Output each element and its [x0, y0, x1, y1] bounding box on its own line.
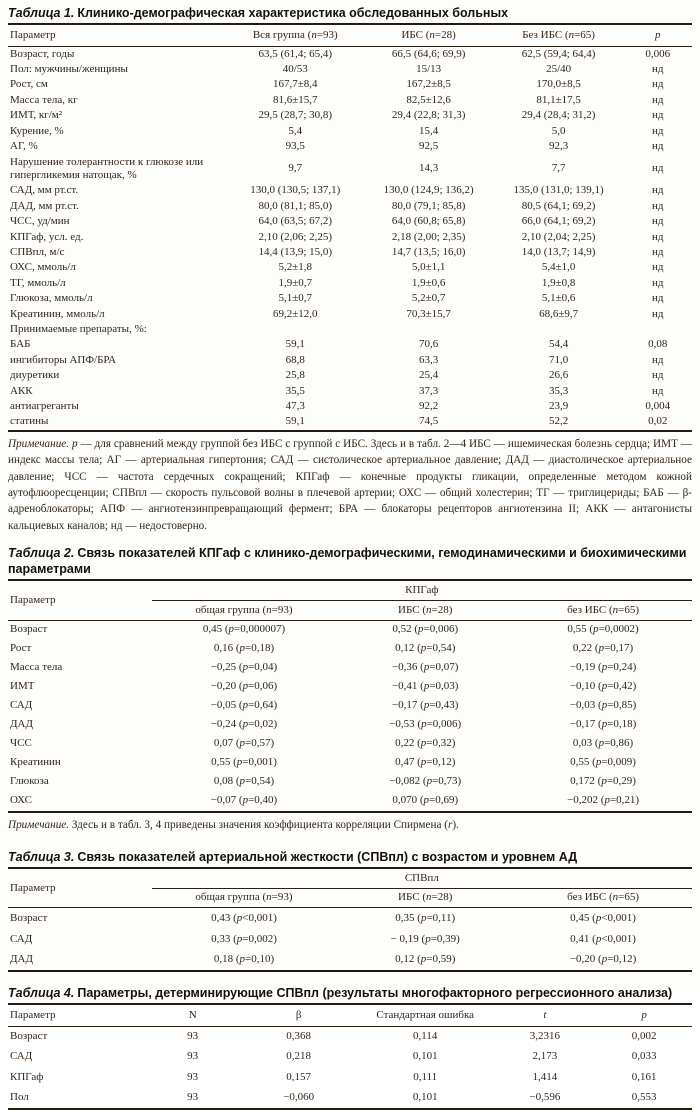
table-2-cell-4-1: −0,05 (p=0,64): [210, 699, 278, 712]
table-2-header-col-2: ИБС (n=28): [398, 603, 453, 616]
table-1-header-col-2: ИБС (n=28): [401, 28, 456, 41]
table-4-row-2: [8, 1067, 692, 1087]
table-2-cell-0-3: 0,55 (p=0,0002): [567, 623, 639, 636]
table-1-row-13: [8, 260, 692, 275]
table-2-section: [8, 545, 692, 833]
table-1-cell-13-0: ОХС, ммоль/л: [10, 261, 76, 274]
table-1-row-21: [8, 384, 692, 399]
table-1-container: [8, 25, 692, 534]
table-1-cell-17-2: [364, 322, 494, 337]
table-1-cell-17-4: [624, 322, 692, 337]
table-3-header-col-1: общая группа (n=93): [195, 891, 293, 904]
table-4-header-col-2: β: [295, 1008, 302, 1021]
table-1-cell-14-2: 1,9±0,6: [411, 276, 446, 289]
table-3-cell-1-3: 0,41 (p<0,001): [570, 932, 636, 945]
table-1-cell-23-1: 59,1: [285, 415, 305, 428]
table-2-cell-5-3: −0,17 (p=0,18): [569, 718, 637, 731]
table-3-cell-2-1: 0,18 (p=0,10): [213, 953, 275, 966]
table-1-cell-13-3: 5,4±1,0: [541, 261, 576, 274]
table-4-cell-0-4: 3,2316: [529, 1030, 561, 1043]
table-3-cell-1-0: САД: [10, 932, 33, 945]
table-1-cell-23-2: 74,5: [419, 415, 439, 428]
table-1-row-20: [8, 368, 692, 383]
table-1-cell-10-0: ЧСС, уд/мин: [10, 215, 70, 228]
table-2-cell-4-3: −0,03 (p=0,85): [569, 699, 637, 712]
table-3-title: [8, 849, 692, 869]
table-1-cell-8-4: нд: [652, 184, 664, 197]
table-1-cell-19-2: 63,3: [419, 353, 439, 366]
table-1-cell-17-0: Принимаемые препараты, %:: [10, 322, 147, 335]
table-2-container: [8, 581, 692, 833]
table-2-cell-9-1: −0,07 (p=0,40): [210, 794, 278, 807]
table-4-cell-1-4: 2,173: [532, 1050, 558, 1063]
table-1-cell-16-0: Креатинин, ммоль/л: [10, 307, 105, 320]
table-4-header-col-4: t: [543, 1008, 547, 1021]
table-2-row-9: [8, 792, 692, 812]
table-1-cell-11-1: 2,10 (2,06; 2,25): [258, 230, 333, 243]
table-1-cell-14-4: нд: [652, 276, 664, 289]
table-1-cell-18-2: 70,6: [419, 338, 439, 351]
table-1-cell-12-3: 14,0 (13,7; 14,9): [521, 245, 596, 258]
table-1-cell-21-4: нд: [652, 384, 664, 397]
table-1-cell-18-1: 59,1: [285, 338, 305, 351]
table-4-cell-3-3: 0,101: [412, 1090, 438, 1103]
table-2-header-param: Параметр: [10, 593, 56, 606]
table-1-cell-5-3: 5,0: [551, 124, 566, 137]
table-1-cell-7-4: нд: [652, 162, 664, 175]
table-3-title-text: Связь показателей артериальной жесткости (СПВпл) с возрастом и уровнем АД: [77, 849, 578, 864]
table-3-header-col-3: без ИБС (n=65): [567, 891, 639, 904]
table-2-cell-4-0: САД: [10, 699, 33, 712]
table-1-cell-0-4: 0,006: [645, 47, 671, 60]
table-2-cell-0-0: Возраст: [10, 623, 48, 636]
table-2-cell-1-3: 0,22 (p=0,17): [572, 642, 634, 655]
table-4-title: [8, 985, 692, 1005]
table-2-row-1: [8, 640, 692, 659]
table-2-cell-4-2: −0,17 (p=0,43): [391, 699, 459, 712]
table-1-cell-4-1: 29,5 (28,7; 30,8): [258, 109, 333, 122]
table-2-title: [8, 545, 692, 582]
table-1-cell-7-3: 7,7: [551, 162, 566, 175]
table-1-cell-11-4: нд: [652, 230, 664, 243]
table-1-cell-11-0: КПГаф, усл. ед.: [10, 230, 84, 243]
table-4-container: [8, 1005, 692, 1109]
table-1-cell-22-3: 23,9: [548, 400, 569, 412]
table-4-cell-1-3: 0,101: [412, 1050, 438, 1063]
table-1-cell-7-1: 9,7: [288, 162, 303, 175]
table-4-title-text: Параметры, детерминирующие СПВпл (результаты многофакторного регрессионного анализа): [77, 986, 673, 1001]
table-2-cell-3-0: ИМТ: [10, 680, 35, 693]
table-3-header-param: Параметр: [10, 881, 56, 894]
table-1-cell-16-4: нд: [652, 307, 664, 320]
table-3-section: [8, 849, 692, 972]
table-1-cell-10-3: 66,0 (64,1; 69,2): [521, 215, 596, 228]
table-3-cell-2-3: −0,20 (p=0,12): [569, 953, 637, 966]
table-4-cell-0-0: Возраст: [10, 1030, 48, 1043]
table-2: [8, 581, 692, 812]
table-1-cell-6-2: 92,5: [419, 140, 439, 153]
table-4-cell-2-4: 1,414: [532, 1070, 558, 1083]
table-1-row-16: [8, 307, 692, 322]
table-1-cell-5-0: Курение, %: [10, 124, 64, 137]
table-2-cell-2-3: −0,19 (p=0,24): [569, 661, 637, 674]
table-2-cell-0-2: 0,52 (p=0,006): [392, 623, 459, 636]
table-1-cell-6-1: 93,5: [285, 140, 305, 153]
table-2-row-8: [8, 773, 692, 792]
table-2-row-3: [8, 678, 692, 697]
table-1-cell-0-2: 66,5 (64,6; 69,9): [391, 47, 466, 60]
table-3-header-group: СПВпл: [152, 869, 692, 888]
table-1-cell-0-0: Возраст, годы: [10, 47, 75, 60]
table-2-cell-9-2: 0,070 (p=0,69): [392, 794, 459, 807]
table-1-cell-0-1: 63,5 (61,4; 65,4): [258, 47, 333, 60]
table-2-cell-8-2: −0,082 (p=0,73): [389, 775, 462, 788]
table-2-cell-1-2: 0,12 (p=0,54): [395, 642, 456, 655]
table-4-header-col-0: Параметр: [10, 1008, 56, 1021]
table-2-row-5: [8, 716, 692, 735]
table-1-cell-14-3: 1,9±0,8: [541, 276, 576, 289]
table-2-row-7: [8, 754, 692, 773]
table-1-cell-2-1: 167,7±8,4: [273, 78, 318, 91]
table-4-cell-0-5: 0,002: [631, 1030, 657, 1043]
table-2-note-label: Примечание.: [8, 818, 70, 831]
table-4-cell-1-1: 93: [187, 1050, 199, 1063]
table-1-cell-8-0: САД, мм рт.ст.: [10, 184, 79, 197]
table-4-cell-1-2: 0,218: [286, 1050, 312, 1063]
table-1-cell-1-3: 25/40: [546, 63, 572, 76]
table-1-cell-0-3: 62,5 (59,4; 64,4): [521, 47, 596, 60]
table-1-section: [8, 5, 692, 534]
table-1-cell-22-4: 0,004: [645, 400, 671, 412]
table-1-cell-19-3: 71,0: [548, 353, 569, 366]
table-1-cell-12-4: нд: [652, 245, 664, 258]
table-2-title-label: Таблица 2.: [8, 545, 75, 560]
table-1-cell-2-3: 170,0±8,5: [536, 78, 581, 91]
table-1-cell-23-3: 52,2: [548, 415, 569, 428]
table-1-cell-11-2: 2,18 (2,00; 2,35): [391, 230, 466, 243]
table-4-row-0: [8, 1026, 692, 1047]
table-1-cell-14-0: ТГ, ммоль/л: [10, 276, 66, 289]
table-3-cell-1-2: − 0,19 (p=0,39): [390, 932, 460, 945]
table-4-cell-2-1: 93: [187, 1070, 199, 1083]
table-1-cell-21-2: 37,3: [419, 384, 439, 397]
table-1-cell-1-2: 15/13: [416, 63, 442, 76]
table-1-cell-2-4: нд: [652, 78, 664, 91]
table-1-cell-23-4: 0,02: [648, 415, 668, 428]
table-1-row-2: [8, 77, 692, 92]
table-1-cell-13-2: 5,0±1,1: [411, 261, 446, 274]
table-1-row-5: [8, 124, 692, 139]
table-1-cell-14-1: 1,9±0,7: [278, 276, 313, 289]
table-1-cell-16-2: 70,3±15,7: [406, 307, 451, 320]
table-2-cell-8-0: Глюкоза: [10, 775, 49, 788]
table-4-header-col-3: Стандартная ошибка: [376, 1008, 475, 1021]
table-1-header-col-3: Без ИБС (n=65): [522, 28, 595, 41]
table-2-cell-6-1: 0,07 (p=0,57): [213, 737, 275, 750]
table-1-cell-20-1: 25,8: [285, 369, 305, 382]
table-1-row-6: [8, 139, 692, 154]
table-1-row-7: [8, 155, 692, 184]
table-3-title-label: Таблица 3.: [8, 849, 75, 864]
table-1-row-8: [8, 183, 692, 198]
table-4: [8, 1005, 692, 1109]
table-1-cell-7-0: Нарушение толерантности к глюкозе или гипергликемия натощак, %: [10, 155, 204, 181]
table-1-cell-2-0: Рост, см: [10, 78, 48, 91]
table-3-cell-0-0: Возраст: [10, 911, 48, 924]
table-2-cell-9-0: ОХС: [10, 794, 32, 807]
table-1-cell-7-2: 14,3: [419, 162, 439, 175]
table-1-cell-9-3: 80,5 (64,1; 69,2): [521, 199, 596, 212]
table-1-cell-1-4: нд: [652, 63, 664, 76]
table-1-row-3: [8, 93, 692, 108]
table-4-section: [8, 985, 692, 1109]
table-2-cell-1-1: 0,16 (p=0,18): [213, 642, 275, 655]
table-1-cell-6-0: АГ, %: [10, 140, 38, 153]
table-2-title-text: Связь показателей КПГаф с клинико-демографическими, гемодинамическими и биохимическими параметрами: [8, 545, 687, 577]
table-1-cell-8-2: 130,0 (124,9; 136,2): [383, 184, 474, 197]
table-2-cell-3-2: −0,41 (p=0,03): [391, 680, 459, 693]
table-1-cell-19-0: ингибиторы АПФ/БРА: [10, 353, 117, 366]
table-1-cell-1-1: 40/53: [282, 63, 308, 76]
table-1-cell-21-0: АКК: [10, 384, 33, 397]
table-1-cell-6-3: 92,3: [548, 140, 569, 153]
table-1-cell-12-1: 14,4 (13,9; 15,0): [258, 245, 333, 258]
table-1-row-9: [8, 199, 692, 214]
table-2-cell-6-3: 0,03 (p=0,86): [572, 737, 634, 750]
table-2-cell-6-2: 0,22 (p=0,32): [395, 737, 456, 750]
table-2-cell-5-2: −0,53 (p=0,006): [389, 718, 462, 731]
table-1: [8, 25, 692, 432]
table-2-note: Примечание. Здесь и в табл. 3, 4 приведены значения коэффициента корреляции Спирмена (r).: [8, 818, 459, 831]
table-2-header-group: КПГаф: [152, 581, 692, 600]
table-1-row-22: [8, 399, 692, 414]
table-2-cell-2-1: −0,25 (p=0,04): [210, 661, 278, 674]
table-1-cell-20-2: 25,4: [419, 369, 439, 382]
table-1-cell-11-3: 2,10 (2,04; 2,25): [521, 230, 596, 243]
table-2-cell-2-0: Масса тела: [10, 661, 63, 674]
table-1-cell-20-4: нд: [652, 369, 664, 382]
table-1-row-10: [8, 214, 692, 229]
table-4-cell-3-5: 0,553: [631, 1090, 657, 1103]
table-1-cell-5-2: 15,4: [419, 124, 439, 137]
table-3-cell-0-1: 0,43 (p<0,001): [211, 911, 277, 924]
table-3: [8, 869, 692, 972]
table-4-cell-3-2: −0,060: [283, 1090, 315, 1103]
table-4-cell-2-3: 0,111: [413, 1070, 438, 1083]
table-1-cell-9-4: нд: [652, 199, 664, 212]
table-1-cell-4-4: нд: [652, 109, 664, 122]
table-1-cell-9-1: 80,0 (81,1; 85,0): [258, 199, 333, 212]
table-1-cell-9-2: 80,0 (79,1; 85,8): [391, 199, 466, 212]
table-1-cell-15-0: Глюкоза, ммоль/л: [10, 292, 93, 305]
table-1-row-12: [8, 245, 692, 260]
table-4-cell-0-3: 0,114: [413, 1030, 438, 1043]
table-1-cell-15-4: нд: [652, 292, 664, 305]
table-1-note: Примечание. p — для сравнений между группой без ИБС с группой с ИБС. Здесь и в табл. 2—4 ИБС — ишемическая болезнь сердца; ИМТ — индекс массы тела; АГ — артериальная гипертония; САД — систолическое артериальное давление; ДАД — диастолическое артериальное давление; ЧСС — частота сердечных сокращений; КПГаф — конечные продукты гликации, определенные методом кожной аутофлюоресценции; СПВпл — скорость пульсовой волны в плечевой артерии; ОХС — общий холестерин; ТГ — триглицериды; БАБ — β-адреноблокаторы; АПФ — ангиотензинпревращающий фермент; БРА — блокаторы рецепторов ангиотензина II; АКК — антагонисты кальциевых каналов; нд — недостоверно.: [8, 437, 692, 532]
table-1-cell-3-1: 81,6±15,7: [273, 93, 318, 106]
table-1-cell-18-0: БАБ: [10, 338, 31, 351]
table-1-cell-3-4: нд: [652, 93, 664, 106]
table-2-cell-5-0: ДАД: [10, 718, 33, 731]
table-1-cell-1-0: Пол: мужчины/женщины: [10, 63, 128, 76]
table-4-cell-0-1: 93: [187, 1030, 199, 1043]
table-2-header-col-1: общая группа (n=93): [195, 603, 293, 616]
table-4-title-label: Таблица 4.: [8, 986, 75, 1001]
table-2-cell-5-1: −0,24 (p=0,02): [210, 718, 278, 731]
table-1-title-text: Клинико-демографическая характеристика обследованных больных: [77, 6, 509, 20]
table-4-cell-1-0: САД: [10, 1050, 33, 1063]
table-1-row-4: [8, 108, 692, 123]
table-1-cell-4-0: ИМТ, кг/м²: [10, 109, 63, 122]
table-1-title-label: Таблица 1.: [8, 6, 75, 20]
table-1-cell-12-2: 14,7 (13,5; 16,0): [391, 245, 466, 258]
table-2-row-4: [8, 697, 692, 716]
table-1-cell-10-1: 64,0 (63,5; 67,2): [258, 215, 333, 228]
table-1-row-17: [8, 322, 692, 337]
table-2-row-6: [8, 735, 692, 754]
table-1-cell-15-3: 5,1±0,6: [541, 292, 576, 305]
table-1-row-23: [8, 414, 692, 430]
table-2-cell-0-1: 0,45 (p=0,000007): [202, 623, 286, 636]
table-4-cell-1-5: 0,033: [631, 1050, 657, 1063]
table-1-cell-15-1: 5,1±0,7: [278, 292, 313, 305]
table-3-cell-2-0: ДАД: [10, 953, 33, 966]
table-2-row-2: [8, 659, 692, 678]
table-1-cell-3-3: 81,1±17,5: [536, 93, 581, 106]
table-1-title: [8, 5, 692, 25]
table-1-row-19: [8, 353, 692, 368]
table-3-row-2: [8, 950, 692, 972]
table-1-cell-17-3: [494, 322, 624, 337]
table-1-cell-18-4: 0,08: [648, 338, 668, 351]
table-3-row-1: [8, 929, 692, 950]
table-1-cell-5-4: нд: [652, 124, 664, 137]
table-3-container: [8, 869, 692, 972]
table-2-cell-7-2: 0,47 (p=0,12): [395, 756, 456, 769]
table-2-cell-9-3: −0,202 (p=0,21): [567, 794, 640, 807]
table-4-cell-2-0: КПГаф: [10, 1070, 44, 1083]
table-1-cell-17-1: [227, 322, 364, 337]
table-1-cell-23-0: статины: [10, 415, 49, 428]
table-2-cell-8-1: 0,08 (p=0,54): [213, 775, 275, 788]
table-1-cell-21-1: 35,5: [285, 384, 305, 397]
table-1-cell-20-0: диуретики: [10, 369, 60, 382]
table-2-cell-1-0: Рост: [10, 642, 32, 655]
table-2-cell-3-3: −0,10 (p=0,42): [569, 680, 637, 693]
table-1-cell-18-3: 54,4: [548, 338, 569, 351]
table-1-cell-21-3: 35,3: [548, 384, 569, 397]
table-1-cell-4-3: 29,4 (28,4; 31,2): [521, 109, 596, 122]
table-3-row-0: [8, 908, 692, 929]
table-1-cell-20-3: 26,6: [548, 369, 569, 382]
table-4-cell-3-1: 93: [187, 1090, 199, 1103]
table-3-cell-0-2: 0,35 (p=0,11): [395, 911, 456, 924]
table-1-cell-3-0: Масса тела, кг: [10, 93, 78, 106]
table-4-header-col-5: p: [641, 1008, 647, 1021]
table-1-cell-19-1: 68,8: [285, 353, 305, 366]
table-4-cell-3-0: Пол: [10, 1090, 29, 1103]
table-1-cell-19-4: нд: [652, 353, 664, 366]
table-4-cell-3-4: −0,596: [529, 1090, 561, 1103]
table-1-cell-4-2: 29,4 (22,8; 31,3): [391, 109, 466, 122]
table-1-cell-13-1: 5,2±1,8: [278, 261, 313, 274]
table-1-row-18: [8, 337, 692, 352]
table-1-row-0: [8, 46, 692, 62]
table-3-header-col-2: ИБС (n=28): [398, 891, 453, 904]
table-1-header-col-1: Вся группа (n=93): [252, 28, 338, 41]
table-4-cell-2-2: 0,157: [286, 1070, 312, 1083]
table-1-cell-9-0: ДАД, мм рт.ст.: [10, 199, 79, 212]
table-4-cell-0-2: 0,368: [286, 1030, 312, 1043]
table-1-row-1: [8, 62, 692, 77]
table-3-cell-2-2: 0,12 (p=0,59): [395, 953, 456, 966]
table-4-header-col-1: N: [188, 1008, 197, 1021]
table-1-cell-6-4: нд: [652, 140, 664, 153]
table-1-cell-16-3: 68,6±9,7: [539, 307, 579, 320]
table-1-cell-10-2: 64,0 (60,8; 65,8): [391, 215, 466, 228]
table-4-cell-2-5: 0,161: [631, 1070, 657, 1083]
table-3-cell-1-1: 0,33 (p=0,002): [211, 932, 277, 945]
table-2-cell-2-2: −0,36 (p=0,07): [391, 661, 459, 674]
table-1-header-col-4: p: [655, 28, 661, 41]
table-2-cell-6-0: ЧСС: [10, 737, 32, 750]
table-1-cell-8-3: 135,0 (131,0; 139,1): [513, 184, 604, 197]
table-1-cell-22-0: антиагреганты: [10, 400, 79, 412]
table-4-row-1: [8, 1047, 692, 1067]
table-2-cell-3-1: −0,20 (p=0,06): [210, 680, 278, 693]
table-1-cell-16-1: 69,2±12,0: [273, 307, 318, 320]
table-1-cell-22-2: 92,2: [419, 400, 439, 412]
table-1-cell-2-2: 167,2±8,5: [406, 78, 451, 91]
table-2-cell-7-0: Креатинин: [10, 756, 61, 769]
table-1-cell-5-1: 5,4: [288, 124, 303, 137]
table-1-row-14: [8, 276, 692, 291]
table-1-cell-8-1: 130,0 (130,5; 137,1): [250, 184, 341, 197]
table-2-cell-7-3: 0,55 (p=0,009): [570, 756, 636, 769]
table-1-header-col-0: Параметр: [10, 28, 56, 41]
table-2-header-col-3: без ИБС (n=65): [567, 603, 639, 616]
table-1-cell-10-4: нд: [652, 215, 664, 228]
table-1-note-label: Примечание.: [8, 437, 70, 450]
table-1-cell-3-2: 82,5±12,6: [406, 93, 451, 106]
table-1-row-11: [8, 230, 692, 245]
table-2-cell-8-3: 0,172 (p=0,29): [570, 775, 636, 788]
table-1-cell-15-2: 5,2±0,7: [411, 292, 446, 305]
table-4-row-3: [8, 1087, 692, 1108]
table-1-row-15: [8, 291, 692, 306]
table-1-cell-13-4: нд: [652, 261, 664, 274]
table-1-cell-22-1: 47,3: [285, 400, 305, 412]
table-3-cell-0-3: 0,45 (p<0,001): [570, 911, 636, 924]
table-1-cell-12-0: СПВпл, м/с: [10, 245, 65, 258]
table-2-cell-7-1: 0,55 (p=0,001): [211, 756, 277, 769]
table-2-row-0: [8, 620, 692, 640]
